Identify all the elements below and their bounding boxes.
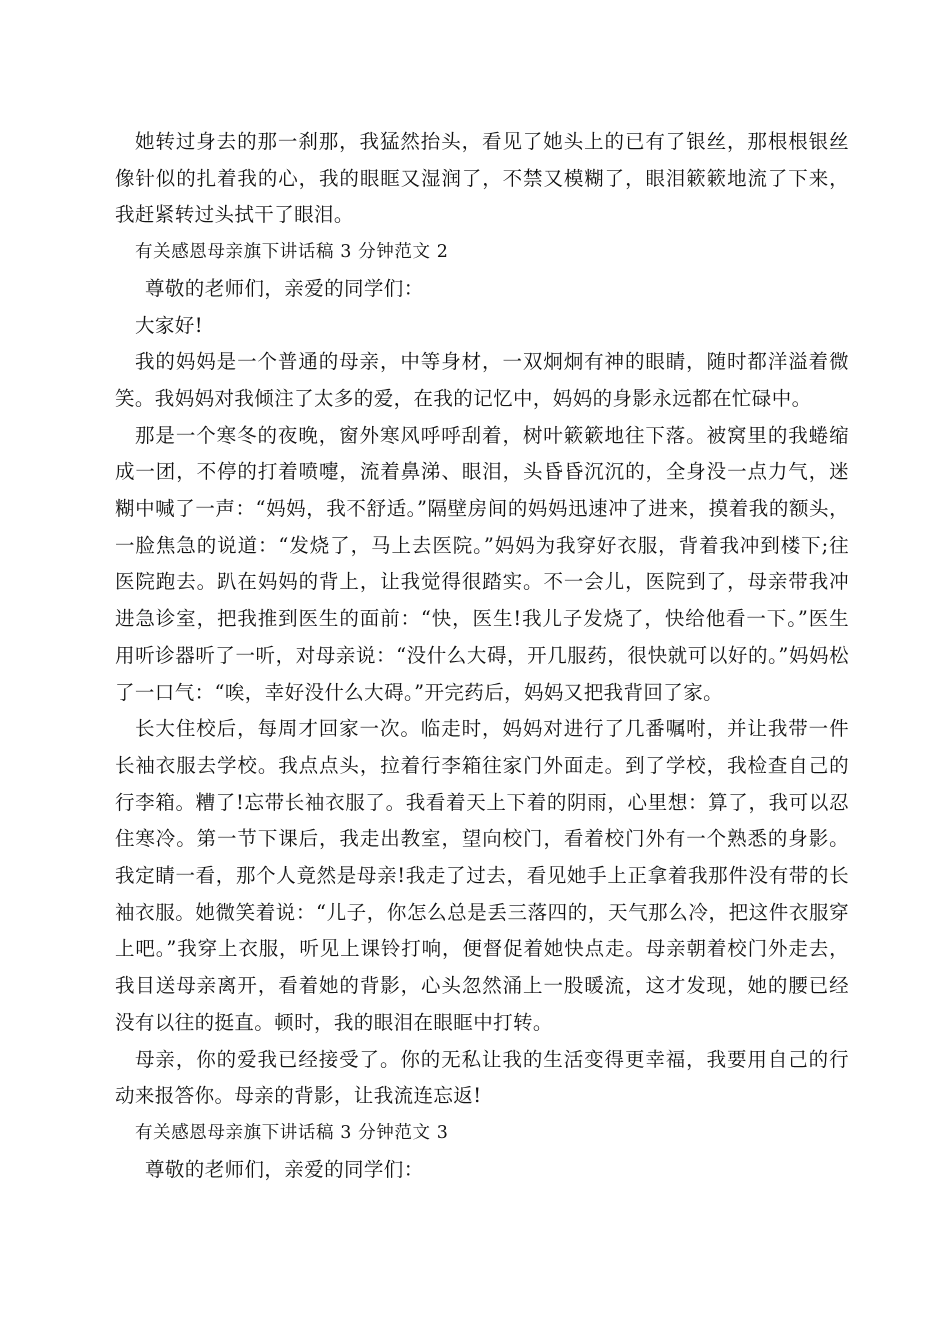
- paragraph-body: 那是一个寒冬的夜晚，窗外寒风呼呼刮着，树叶簌簌地往下落。被窝里的我蜷缩成一团，不停的打着喷嚏，流着鼻涕、眼泪，头昏昏沉沉的，全身没一点力气，迷糊中喊了一声：“妈妈，我不舒适。”隔壁房间的妈妈迅速冲了进来，摸着我的额头，一脸焦急的说道：“发烧了，马上去医院。”妈妈为我穿好衣服，背着我冲到楼下;往医院跑去。趴在妈妈的背上，让我觉得很踏实。不一会儿，医院到了，母亲带我冲进急诊室，把我推到医生的面前：“快，医生!我儿子发烧了，快给他看一下。”医生用听诊器听了一听，对母亲说：“没什么大碍，开几服药，很快就可以好的。”妈妈松了一口气：“唉，幸好没什么大碍。”开完药后，妈妈又把我背回了家。: [115, 423, 849, 704]
- opening-line: 大家好!: [135, 313, 203, 337]
- greeting-line: 尊敬的老师们，亲爱的同学们：: [145, 276, 424, 300]
- document-body: [115, 124, 849, 1188]
- paragraph-body: 长大住校后，每周才回家一次。临走时，妈妈对进行了几番嘱咐，并让我带一件长袖衣服去学校。我点点头，拉着行李箱往家门外面走。到了学校，我检查自己的行李箱。糟了!忘带长袖衣服了。我看着天上下着的阴雨，心里想：算了，我可以忍住寒冷。第一节下课后，我走出教室，望向校门，看着校门外有一个熟悉的身影。我定睛一看，那个人竟然是母亲!我走了过去，看见她手上正拿着我那件没有带的长袖衣服。她微笑着说：“儿子，你怎么总是丢三落四的，天气那么冷，把这件衣服穿上吧。”我穿上衣服，听见上课铃打响，便督促着她快点走。母亲朝着校门外走去，我目送母亲离开，看着她的背影，心头忽然涌上一股暖流，这才发现，她的腰已经没有以往的挺直。顿时，我的眼泪在眼眶中打转。: [115, 717, 849, 1034]
- paragraph-body: 母亲，你的爱我已经接受了。你的无私让我的生活变得更幸福，我要用自己的行动来报答你。母亲的背影，让我流连忘返!: [115, 1047, 849, 1108]
- greeting-line: 尊敬的老师们，亲爱的同学们：: [145, 1157, 424, 1181]
- paragraph-body: 她转过身去的那一刹那，我猛然抬头，看见了她头上的已有了银丝，那根根银丝像针似的扎着我的心，我的眼眶又湿润了，不禁又模糊了，眼泪簌簌地流了下来，我赶紧转过头拭干了眼泪。: [115, 130, 849, 227]
- section-heading: 有关感恩母亲旗下讲话稿 3 分钟范文 2: [135, 242, 449, 263]
- paragraph-body: 我的妈妈是一个普通的母亲，中等身材，一双炯炯有神的眼睛，随时都洋溢着微笑。我妈妈对我倾注了太多的爱，在我的记忆中，妈妈的身影永远都在忙碌中。: [115, 350, 849, 410]
- section-heading: 有关感恩母亲旗下讲话稿 3 分钟范文 3: [135, 1122, 449, 1143]
